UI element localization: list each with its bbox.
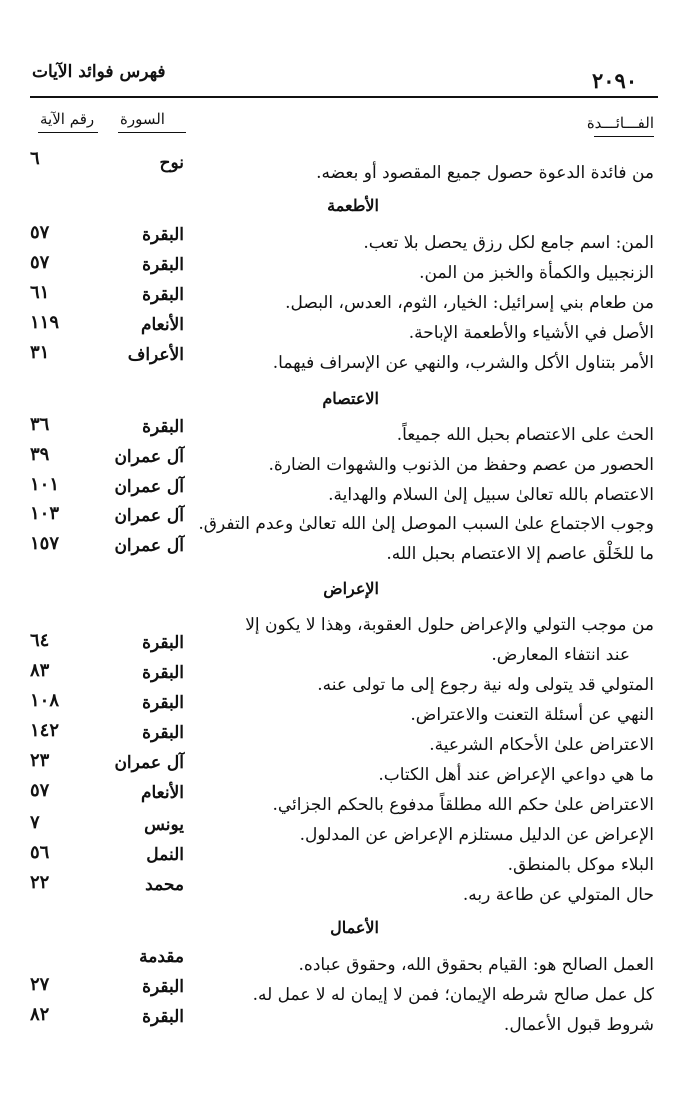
ayah-cell: ٣٦ [30, 414, 50, 435]
surah-cell: آل عمران [114, 753, 184, 773]
ayah-cell: ٥٧ [30, 780, 50, 801]
benefit-line: كل عمل صالح شرطه الإيمان؛ فمن لا إيمان له لا عمل له. [252, 985, 654, 1005]
ayah-cell: ١٤٢ [30, 720, 60, 741]
surah-cell: البقرة [142, 225, 184, 245]
section-heading: الأطعمة [327, 196, 379, 215]
surah-cell: نوح [159, 153, 184, 173]
surah-cell: آل عمران [114, 447, 184, 467]
surah-cell: البقرة [142, 255, 184, 275]
benefit-line: حال المتولي عن طاعة ربه. [462, 885, 654, 905]
benefit-line: الإعراض عن الدليل مستلزم الإعراض عن المدلول. [299, 825, 654, 845]
benefit-line: وجوب الاجتماع علىٰ السبب الموصل إلىٰ الله تعالىٰ وعدم التفرق. [198, 514, 654, 534]
surah-cell: مقدمة [139, 947, 184, 967]
surah-cell: محمد [145, 875, 184, 895]
ayah-cell: ٥٧ [30, 222, 50, 243]
column-header-ayah-number: رقم الآية [40, 110, 95, 128]
surah-cell: آل عمران [114, 506, 184, 526]
header-rule [30, 96, 658, 98]
column-header-benefit: الفـــائـــدة [586, 114, 654, 132]
surah-cell: البقرة [142, 723, 184, 743]
ayah-cell: ٦ [30, 148, 40, 169]
surah-cell: آل عمران [114, 536, 184, 556]
ayah-cell: ١٠٨ [30, 690, 60, 711]
surah-cell: البقرة [142, 663, 184, 683]
surah-cell: آل عمران [114, 477, 184, 497]
benefit-line: من فائدة الدعوة حصول جميع المقصود أو بعضه. [316, 163, 654, 183]
benefit-line: الحصور من عصم وحفظ من الذنوب والشهوات الضارة. [268, 455, 654, 475]
benefit-line: البلاء موكل بالمنطق. [507, 855, 654, 875]
benefit-line: من طعام بني إسرائيل: الخيار، الثوم، العدس، البصل. [285, 293, 654, 313]
ayah-cell: ١١٩ [30, 312, 60, 333]
benefit-line: العمل الصالح هو: القيام بحقوق الله، وحقوق عباده. [298, 955, 654, 975]
benefit-line: الاعتصام بالله تعالىٰ سبيل إلىٰ السلام والهداية. [328, 485, 654, 505]
ayah-cell: ٢٢ [30, 872, 50, 893]
ayah-cell: ٢٧ [30, 974, 50, 995]
ayah-cell: ٨٣ [30, 660, 50, 681]
ayah-cell: ٦٤ [30, 630, 50, 651]
benefit-line: النهي عن أسئلة التعنت والاعتراض. [410, 705, 654, 725]
benefit-line: المتولي قد يتولى وله نية رجوع إلى ما تولى عنه. [317, 675, 654, 695]
section-heading: الإعراض [323, 579, 379, 598]
surah-cell: البقرة [142, 417, 184, 437]
running-title: فهرس فوائد الآيات [32, 62, 166, 82]
column-header-surah-underline [118, 132, 186, 133]
ayah-cell: ٣٩ [30, 444, 50, 465]
surah-cell: البقرة [142, 633, 184, 653]
ayah-cell: ٥٧ [30, 252, 50, 273]
ayah-cell: ٢٣ [30, 750, 50, 771]
column-header-surah: السورة [120, 110, 165, 128]
ayah-cell: ٧ [30, 812, 40, 833]
benefit-line: الاعتراض علىٰ الأحكام الشرعية. [429, 735, 654, 755]
surah-cell: النمل [146, 845, 184, 865]
benefit-line: ما هي دواعي الإعراض عند أهل الكتاب. [378, 765, 654, 785]
benefit-line: شروط قبول الأعمال. [503, 1015, 654, 1035]
ayah-cell: ٣١ [30, 342, 50, 363]
surah-cell: يونس [144, 815, 184, 835]
column-header-ayah-underline [38, 132, 98, 133]
page-number: ٢٠٩٠ [592, 68, 638, 93]
ayah-cell: ١٥٧ [30, 533, 60, 554]
benefit-line: ما للخَلْق عاصم إلا الاعتصام بحبل الله. [386, 544, 654, 564]
surah-cell: البقرة [142, 693, 184, 713]
benefit-line: من موجب التولي والإعراض حلول العقوبة، وهذا لا يكون إلا [245, 615, 654, 635]
ayah-cell: ١٠١ [30, 474, 60, 495]
benefit-line: الاعتراض علىٰ حكم الله مطلقاً مدفوع بالحكم الجزائي. [272, 795, 654, 815]
ayah-cell: ١٠٣ [30, 503, 60, 524]
benefit-line: الزنجبيل والكمأة والخبز من المن. [419, 263, 654, 283]
benefit-line: المن: اسم جامع لكل رزق يحصل بلا تعب. [363, 233, 654, 253]
benefit-line: الأصل في الأشياء والأطعمة الإباحة. [408, 323, 654, 343]
section-heading: الاعتصام [322, 389, 379, 408]
column-header-benefit-underline [594, 136, 654, 137]
section-heading: الأعمال [330, 918, 379, 937]
ayah-cell: ٨٢ [30, 1004, 50, 1025]
ayah-cell: ٦١ [30, 282, 50, 303]
surah-cell: البقرة [142, 285, 184, 305]
benefit-line: الأمر بتناول الأكل والشرب، والنهي عن الإسراف فيهما. [272, 353, 654, 373]
ayah-cell: ٥٦ [30, 842, 50, 863]
surah-cell: الأنعام [140, 783, 184, 803]
surah-cell: الأنعام [140, 315, 184, 335]
surah-cell: الأعراف [127, 345, 184, 365]
benefit-line-continuation: عند انتفاء المعارض. [491, 645, 630, 665]
surah-cell: البقرة [142, 1007, 184, 1027]
benefit-line: الحث على الاعتصام بحبل الله جميعاً. [396, 425, 654, 445]
surah-cell: البقرة [142, 977, 184, 997]
